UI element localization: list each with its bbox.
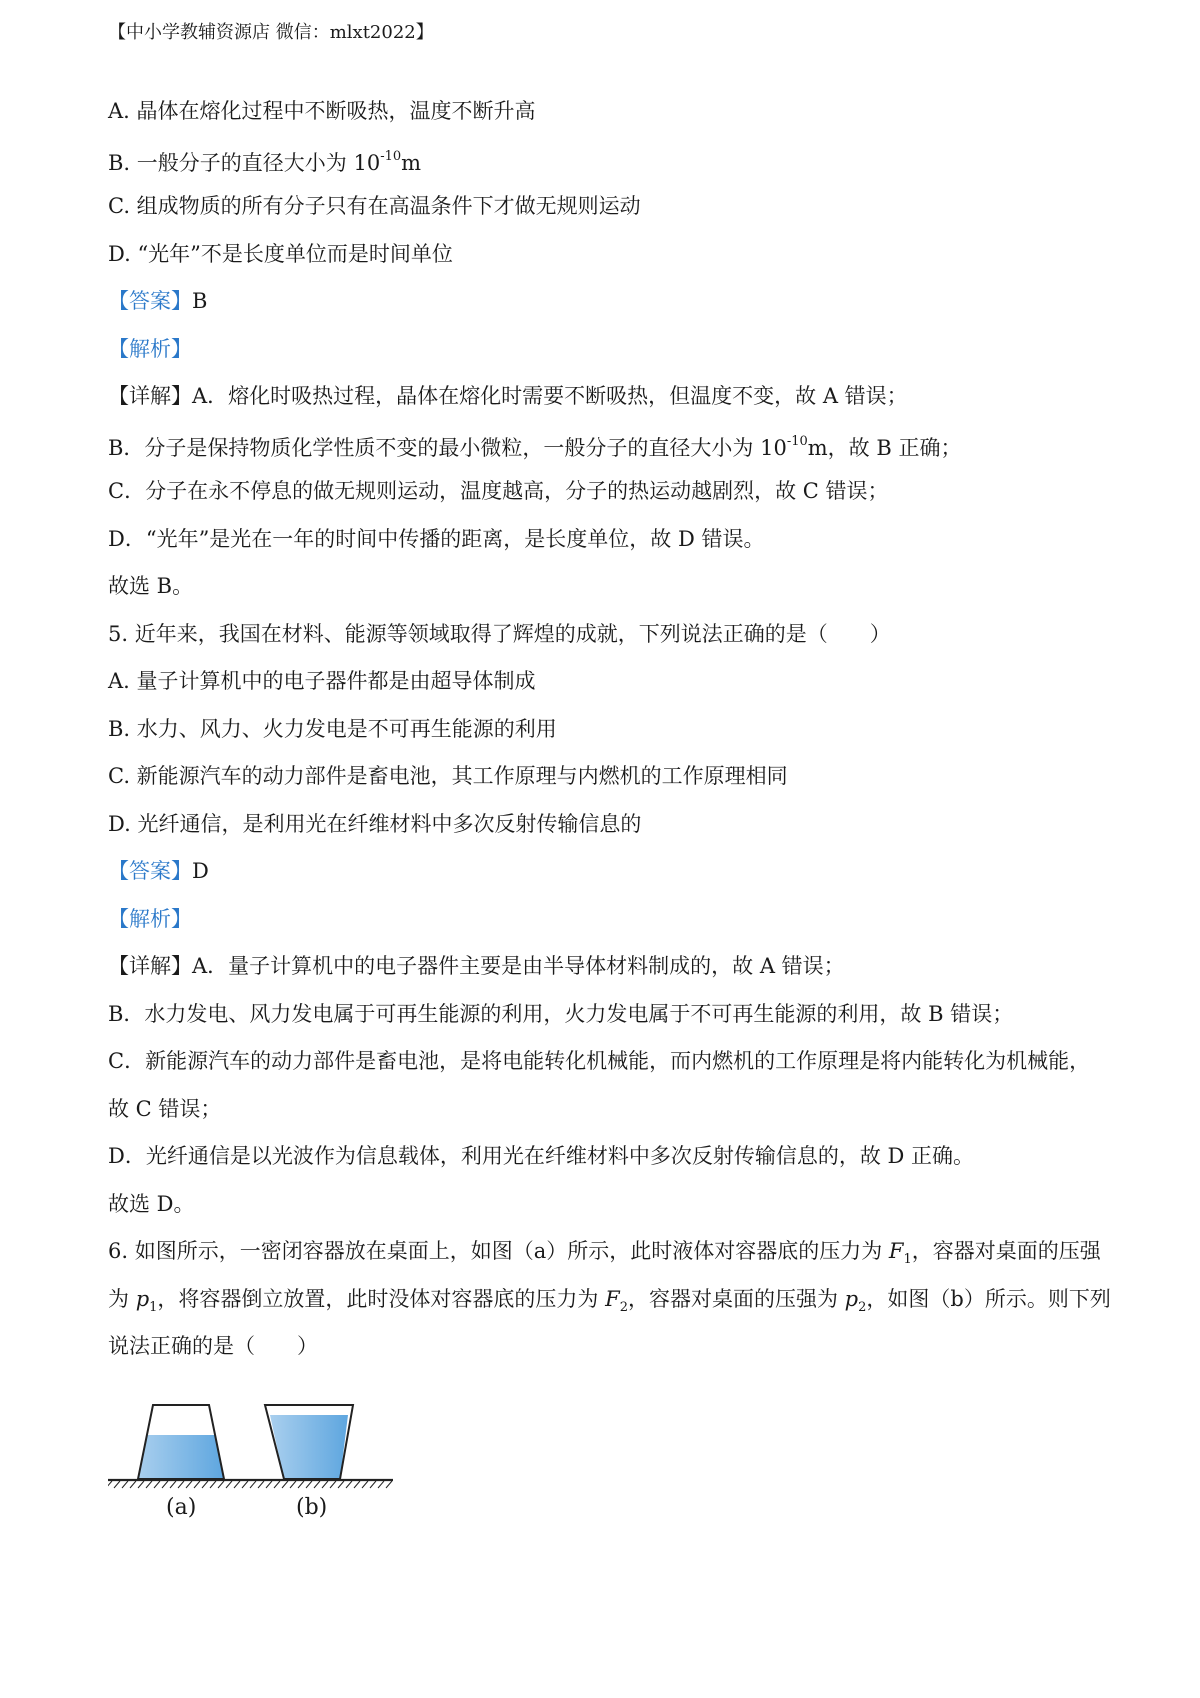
hatch-line [258,1481,264,1488]
hatch-line [202,1481,208,1488]
hatch-line [194,1481,200,1488]
hatch-line [266,1481,272,1488]
hatch-line [210,1481,216,1488]
hatch-line [138,1481,144,1488]
hatch-line [362,1481,368,1488]
q4-option-d: D. “光年”不是长度单位而是时间单位 [108,241,453,266]
hatch-line [226,1481,232,1488]
hatch-line [354,1481,360,1488]
q5-option-b: B. 水力、风力、火力发电是不可再生能源的利用 [108,716,557,741]
q6-stem-line3: 说法正确的是（ ） [108,1334,318,1358]
q4-analysis-tag: 【解析】 [108,336,192,361]
hatch-line [242,1481,248,1488]
hatch-line [274,1481,280,1488]
caption-b: (b) [296,1495,328,1520]
hatch-line [290,1481,296,1488]
hatch-line [186,1481,192,1488]
hatch-line [114,1481,120,1488]
hatch-line [386,1481,392,1488]
q4-conclusion: 故选 B。 [108,574,194,598]
hatch-line [162,1481,168,1488]
containers-diagram [108,1375,428,1495]
q5-option-c: C. 新能源汽车的动力部件是畜电池，其工作原理与内燃机的工作原理相同 [108,764,788,788]
q5-detail-d: D．光纤通信是以光波作为信息载体，利用光在纤维材料中多次反射传输信息的，故 D 正确。 [108,1144,975,1168]
q5-detail-c: C．新能源汽车的动力部件是畜电池，是将电能转化机械能，而内燃机的工作原理是将内能转化为机械能， [108,1049,1091,1073]
q5-conclusion: 故选 D。 [108,1191,195,1216]
hatch-line [130,1481,136,1488]
q6-stem-line2: 为 $p_1$，将容器倒立放置，此时没体对容器底的压力为 $F_2$，容器对桌面的压强为 $p_2$，如图（b）所示。则下列 [108,1286,1111,1315]
hatch-line [322,1481,328,1488]
q4-option-c: C. 组成物质的所有分子只有在高温条件下才做无规则运动 [108,194,641,218]
hatch-line [178,1481,184,1488]
q5-stem: 5. 近年来，我国在材料、能源等领域取得了辉煌的成就，下列说法正确的是（ ） [108,621,891,646]
q5-detail-c-cont: 故 C 错误； [108,1096,222,1121]
header-watermark: 【中小学教辅资源店 微信：mlxt2022】 [108,22,434,43]
container-figure [108,1375,428,1535]
q4-detail-c: C．分子在永不停息的做无规则运动，温度越高，分子的热运动越剧烈，故 C 错误； [108,479,889,503]
q5-option-a: A. 量子计算机中的电子器件都是由超导体制成 [108,669,536,693]
hatch-line [234,1481,240,1488]
q4-detail-a: 【详解】A．熔化时吸热过程，晶体在熔化时需要不断吸热，但温度不变，故 A 错误； [108,384,908,408]
hatch-line [330,1481,336,1488]
q5-detail-b: B．水力发电、风力发电属于可再生能源的利用，火力发电属于不可再生能源的利用，故 B 错误； [108,1001,1014,1026]
hatch-line [298,1481,304,1488]
q6-stem-line1: 6. 如图所示，一密闭容器放在桌面上，如图（a）所示，此时液体对容器底的压力为 $F_1$，容器对桌面的压强 [108,1239,1101,1268]
hatch-line [370,1481,376,1488]
hatch-line [338,1481,344,1488]
q4-answer: 【答案】B [108,289,208,313]
q4-detail-b: B．分子是保持物质化学性质不变的最小微粒，一般分子的直径大小为 $10^{-10}m$，故 B 正确； [108,433,962,460]
hatch-line [146,1481,152,1488]
hatch-line [170,1481,176,1488]
hatch-line [282,1481,288,1488]
hatch-line [154,1481,160,1488]
q4-detail-d: D．“光年”是光在一年的时间中传播的距离，是长度单位，故 D 错误。 [108,526,765,551]
hatch-line [378,1481,384,1488]
q5-option-d: D. 光纤通信，是利用光在纤维材料中多次反射传输信息的 [108,811,642,836]
caption-a: (a) [166,1495,197,1520]
answer-tag: 【答案】 [108,289,192,313]
hatch-line [346,1481,352,1488]
hatch-line [108,1481,112,1488]
hatch-line [306,1481,312,1488]
q4-option-b: B. 一般分子的直径大小为 $10^{-10}m$ [108,148,422,175]
hatch-line [314,1481,320,1488]
hatch-line [122,1481,128,1488]
table-hatching [108,1481,392,1488]
hatch-line [218,1481,224,1488]
answer-tag: 【答案】 [108,859,192,883]
hatch-line [250,1481,256,1488]
q5-detail-a: 【详解】A．量子计算机中的电子器件主要是由半导体材料制成的，故 A 错误； [108,954,845,978]
container-a-water [138,1435,224,1479]
q5-answer: 【答案】D [108,859,209,883]
content [108,96,1111,1379]
q4-option-a: A. 晶体在熔化过程中不断吸热，温度不断升高 [108,99,536,123]
q5-analysis-tag: 【解析】 [108,906,192,931]
